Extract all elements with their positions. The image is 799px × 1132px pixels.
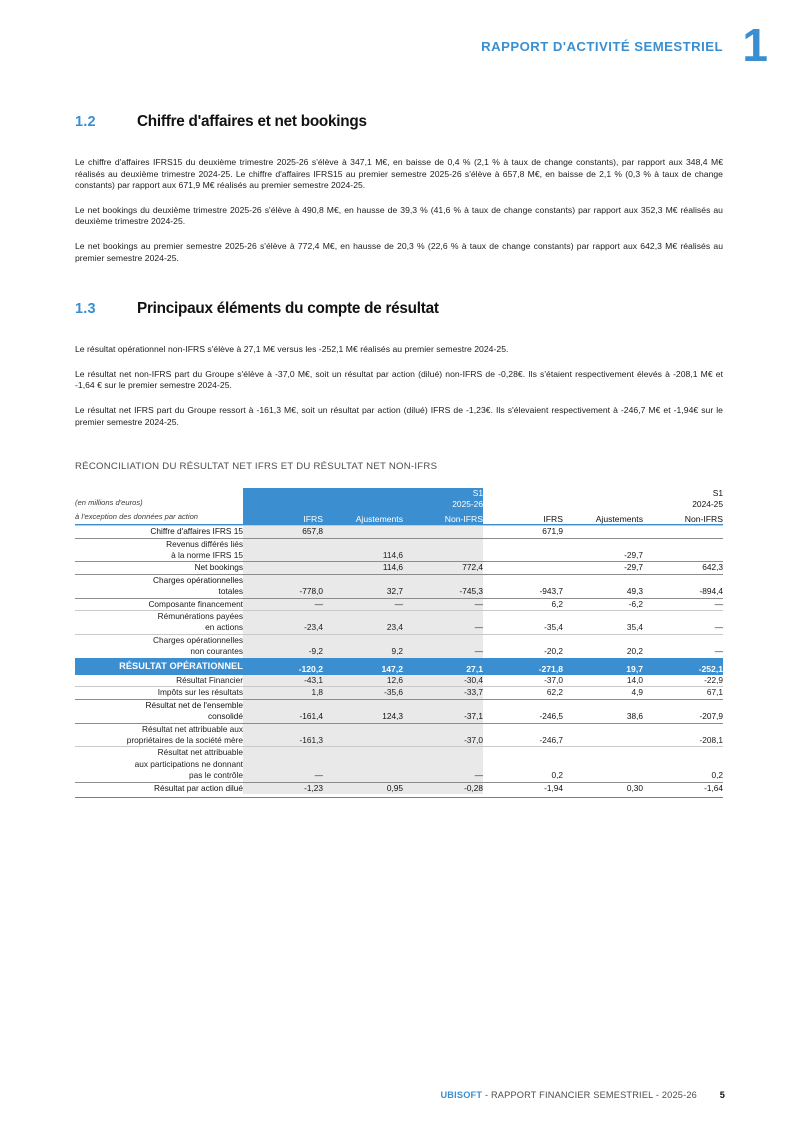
table-column-header-row (75, 510, 723, 525)
footer-brand: UBISOFT (440, 1090, 483, 1100)
row-label: Résultat net attribuable aux propriétaires de la société mère (75, 723, 243, 747)
cell-r3-c2: -745,3 (403, 574, 483, 598)
cell-r4-c2: — (403, 598, 483, 610)
paragraph: Le net bookings du deuxième trimestre 2025-26 s'élève à 490,8 M€, en hausse de 39,3 % (41,6 % à taux de change constants) par rapport aux 352,3 M€ réalisés au deuxième trimestre 2024-25. (75, 204, 723, 227)
row-label: Résultat par action dilué (75, 782, 243, 794)
cell-r8-c0: -43,1 (243, 675, 323, 687)
group-header-s1-2024-25 (483, 488, 723, 510)
table-row (75, 687, 723, 699)
cell-r0-c3: 671,9 (483, 526, 563, 538)
row-label: Résultat net de l'ensemble consolidé (75, 699, 243, 723)
cell-r11-c5: -208,1 (643, 723, 723, 747)
cell-r5-c1: 23,4 (323, 610, 403, 634)
cell-r13-c0: -1,23 (243, 782, 323, 794)
cell-r0-c4 (563, 526, 643, 538)
header-title: RAPPORT D'ACTIVITÉ SEMESTRIEL (481, 39, 723, 54)
cell-r2-c3 (483, 562, 563, 574)
row-label: Résultat net attribuable aux participations ne donnant pas le contrôle (75, 747, 243, 782)
paragraph: Le chiffre d'affaires IFRS15 du deuxième trimestre 2025-26 s'élève à 347,1 M€, en baisse de 0,4 % (2,1 % à taux de change constants), par rapport aux 348,4 M€ réalisés au deuxième trimestre 2024-25. Le chiffre d'affaires IFRS15 au premier semestre 2025-26 s'élève à 657,8 M€, en baisse de 2,1 % (0,3 % à taux de change constants) par rapport aux 671,9 M€ réalisés au premier semestre 2024-25. (75, 157, 723, 191)
table-row (75, 723, 723, 747)
table-row (75, 747, 723, 782)
cell-r11-c4 (563, 723, 643, 747)
row-label: Chiffre d'affaires IFRS 15 (75, 526, 243, 538)
row-label: Charges opérationnelles totales (75, 574, 243, 598)
row-label: Charges opérationnelles non courantes (75, 634, 243, 657)
footer-text (440, 1090, 697, 1100)
row-label: RÉSULTAT OPÉRATIONNEL (75, 658, 243, 675)
cell-r9-c0: 1,8 (243, 687, 323, 699)
group-year: 2024-25 (692, 499, 723, 510)
footer-document-title: - RAPPORT FINANCIER SEMESTRIEL - 2025-26 (482, 1090, 697, 1100)
column-header-ajustements-prior: Ajustements (595, 514, 643, 525)
cell-r4-c4: -6,2 (563, 598, 643, 610)
cell-r1-c1: 114,6 (323, 538, 403, 562)
cell-r13-c3: -1,94 (483, 782, 563, 794)
cell-r1-c5 (643, 538, 723, 562)
table-group-header-row (75, 488, 723, 510)
cell-r3-c4: 49,3 (563, 574, 643, 598)
cell-r1-c3 (483, 538, 563, 562)
chapter-number: 1 (742, 19, 767, 71)
cell-r8-c4: 14,0 (626, 675, 643, 685)
row-label: Net bookings (75, 562, 243, 574)
cell-r3-c1: 32,7 (323, 574, 403, 598)
cell-r5-c2: — (403, 610, 483, 634)
cell-r10-c3: -246,5 (483, 699, 563, 723)
column-header-ifrs-prior: IFRS (543, 514, 563, 525)
paragraph: Le résultat net IFRS part du Groupe ressort à -161,3 M€, soit un résultat par action (dilué) IFRS de -1,23€. Ils s'élevaient respectivement à -246,7 M€ et -1,94€ sur le premier semestre 2024-25. (75, 404, 723, 427)
table-head (75, 488, 723, 526)
cell-r2-c1: 114,6 (323, 562, 403, 574)
page-number: 5 (719, 1090, 725, 1100)
table-row (75, 562, 723, 574)
cell-r8-c1: 12,6 (323, 675, 403, 687)
cell-r5-c0: -23,4 (243, 610, 323, 634)
cell-r6-c3: -20,2 (483, 634, 563, 657)
cell-r2-c4: -29,7 (563, 562, 643, 574)
cell-r6-c4: 20,2 (563, 634, 643, 657)
section-title: Principaux éléments du compte de résultat (137, 300, 439, 318)
cell-r13-c1: 0,95 (323, 782, 403, 794)
cell-r6-c2: — (403, 634, 483, 657)
table-row (75, 574, 723, 598)
cell-r13-c4: 0,30 (563, 782, 643, 794)
cell-r7-c0: -120,2 (243, 658, 323, 675)
table-row (75, 538, 723, 562)
paragraph: Le résultat opérationnel non-IFRS s'élève à 27,1 M€ versus les -252,1 M€ réalisés au premier semestre 2024-25. (75, 344, 509, 355)
table-row (75, 634, 723, 657)
cell-r11-c2: -37,0 (403, 723, 483, 747)
cell-r4-c3: 6,2 (483, 598, 563, 610)
group-header-s1-2025-26 (243, 488, 483, 510)
column-header-non-ifrs-current: Non-IFRS (403, 510, 483, 525)
section-heading-1-3 (75, 300, 723, 318)
cell-r3-c3: -943,7 (483, 574, 563, 598)
cell-r10-c5: -207,9 (643, 699, 723, 723)
section-number: 1.3 (75, 301, 96, 318)
table-row (75, 610, 723, 634)
cell-r2-c5: 642,3 (643, 562, 723, 574)
paragraph: Le net bookings au premier semestre 2025-26 s'élève à 772,4 M€, en hausse de 20,3 % (22,6 % à taux de change constants) par rapport aux 642,3 M€ réalisés au premier semestre 2024-25. (75, 240, 723, 263)
footer-blue-rule (75, 794, 723, 798)
cell-r8-c5: -22,9 (704, 675, 723, 685)
column-header-non-ifrs-prior: Non-IFRS (684, 514, 723, 525)
table-caption: RÉCONCILIATION DU RÉSULTAT NET IFRS ET DU RÉSULTAT NET NON-IFRS (75, 461, 438, 473)
cell-r7-c4: 19,7 (563, 658, 643, 675)
cell-r8-c3: -37,0 (544, 675, 563, 685)
cell-r6-c5: — (643, 634, 723, 657)
table-row (75, 675, 723, 687)
cell-r12-c3: 0,2 (483, 747, 563, 782)
cell-r9-c1: -35,6 (323, 687, 403, 699)
cell-r12-c1 (323, 747, 403, 782)
row-label: Revenus différés liés à la norme IFRS 15 (75, 538, 243, 562)
cell-r2-c2: 772,4 (403, 562, 483, 574)
cell-r12-c5: 0,2 (643, 747, 723, 782)
page-footer (0, 1090, 799, 1106)
cell-r5-c3: -35,4 (483, 610, 563, 634)
row-label: Composante financement (75, 598, 243, 610)
row-label: Rémunérations payées en actions (75, 610, 243, 634)
cell-r7-c2: 27,1 (403, 658, 483, 675)
cell-r1-c0 (243, 538, 323, 562)
cell-r4-c1: — (323, 598, 403, 610)
unit-note-cell (75, 488, 243, 510)
table-row (75, 526, 723, 538)
cell-r10-c1: 124,3 (323, 699, 403, 723)
unit-note-line-1: (en millions d'euros) (75, 498, 143, 508)
table-row (75, 658, 723, 675)
cell-r0-c2 (403, 526, 483, 538)
cell-r11-c0: -161,3 (243, 723, 323, 747)
cell-r12-c0: — (243, 747, 323, 782)
table-body (75, 526, 723, 794)
cell-r6-c0: -9,2 (243, 634, 323, 657)
group-period: S1 (472, 488, 483, 499)
group-period: S1 (712, 488, 723, 499)
cell-r7-c1: 147,2 (323, 658, 403, 675)
column-header-ifrs-current: IFRS (243, 510, 323, 525)
cell-r0-c5 (643, 526, 723, 538)
cell-r5-c4: 35,4 (563, 610, 643, 634)
paragraph: Le résultat net non-IFRS part du Groupe s'élève à -37,0 M€, soit un résultat par action (dilué) non-IFRS de -0,28€. Ils s'étaient respectivement élevés à -208,1 M€ et -1,64 € sur le premier semestre 2024-25. (75, 368, 723, 391)
row-label: Résultat Financier (176, 675, 243, 685)
cell-r9-c2: -33,7 (403, 687, 483, 699)
cell-r6-c1: 9,2 (323, 634, 403, 657)
reconciliation-table (75, 488, 723, 798)
cell-r7-c3: -271,8 (483, 658, 563, 675)
cell-r2-c0 (243, 562, 323, 574)
column-header-ajustements-current: Ajustements (323, 510, 403, 525)
table-row (75, 782, 723, 794)
table-row (75, 699, 723, 723)
cell-r12-c2: — (403, 747, 483, 782)
cell-r13-c2: -0,28 (403, 782, 483, 794)
section-number: 1.2 (75, 114, 96, 130)
cell-r9-c3: 62,2 (483, 687, 563, 699)
cell-r0-c0: 657,8 (243, 526, 323, 538)
cell-r0-c1 (323, 526, 403, 538)
cell-r4-c0: — (243, 598, 323, 610)
cell-r9-c4: 4,9 (563, 687, 643, 699)
cell-r10-c2: -37,1 (403, 699, 483, 723)
unit-note-line-2: à l'exception des données par action (75, 512, 199, 522)
content-column (75, 113, 723, 798)
cell-r10-c4: 38,6 (563, 699, 643, 723)
section-heading-1-2 (75, 113, 723, 131)
cell-r5-c5: — (643, 610, 723, 634)
cell-r12-c4 (563, 747, 643, 782)
page-header (0, 0, 799, 92)
section-title: Chiffre d'affaires et net bookings (137, 113, 367, 130)
cell-r10-c0: -161,4 (243, 699, 323, 723)
unit-note-cell-2 (75, 510, 243, 525)
cell-r1-c2 (403, 538, 483, 562)
cell-r9-c5: 67,1 (643, 687, 723, 699)
cell-r7-c5: -252,1 (643, 658, 723, 675)
cell-r11-c1 (323, 723, 403, 747)
cell-r3-c5: -894,4 (643, 574, 723, 598)
cell-r1-c4: -29,7 (563, 538, 643, 562)
cell-r3-c0: -778,0 (243, 574, 323, 598)
cell-r8-c2: -30,4 (403, 675, 483, 687)
cell-r4-c5: — (643, 598, 723, 610)
cell-r11-c3: -246,7 (483, 723, 563, 747)
group-year: 2025-26 (452, 499, 483, 510)
cell-r13-c5: -1,64 (643, 782, 723, 794)
table-row (75, 598, 723, 610)
table-foot (75, 794, 723, 798)
row-label: Impôts sur les résultats (75, 687, 243, 699)
